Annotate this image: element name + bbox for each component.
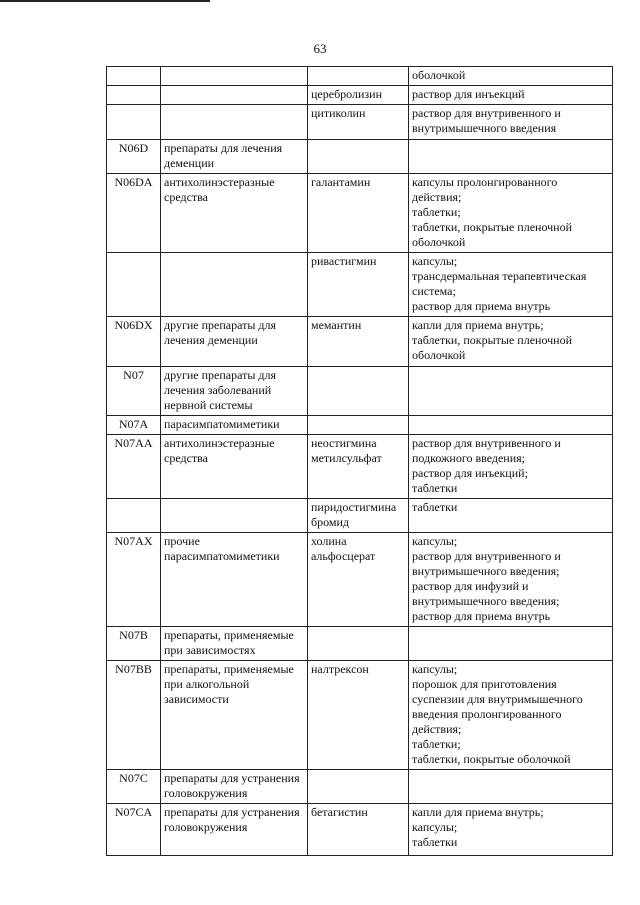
- dosage-form-cell: капли для приема внутрь; таблетки, покрытые пленочной оболочкой: [409, 317, 613, 367]
- dosage-form-cell: [409, 140, 613, 174]
- drug-name-cell: неостигмина метилсульфат: [308, 435, 409, 499]
- table-row: [107, 627, 613, 661]
- group-name-cell: парасимпатомиметики: [161, 416, 308, 435]
- drug-name-cell: [308, 770, 409, 804]
- atc-code-cell: N07B: [107, 627, 161, 661]
- group-name-cell: [161, 499, 308, 533]
- dosage-form-cell: капсулы; порошок для приготовления суспензии для внутримышечного введения пролонгированного действия; таблетки; таблетки, покрытые оболочкой: [409, 661, 613, 770]
- dosage-form-cell: капсулы; раствор для внутривенного и внутримышечного введения; раствор для инфузий и внутримышечного введения; раствор для приема внутрь: [409, 533, 613, 627]
- group-name-cell: [161, 67, 308, 86]
- drug-name-cell: мемантин: [308, 317, 409, 367]
- top-rule: [0, 0, 210, 2]
- drug-table: [106, 66, 613, 856]
- table-row: [107, 435, 613, 499]
- atc-code-cell: N07CA: [107, 804, 161, 856]
- table-row: [107, 770, 613, 804]
- group-name-cell: препараты для устранения головокружения: [161, 770, 308, 804]
- atc-code-cell: N07BB: [107, 661, 161, 770]
- drug-name-cell: ривастигмин: [308, 253, 409, 317]
- group-name-cell: [161, 253, 308, 317]
- drug-name-cell: галантамин: [308, 174, 409, 253]
- atc-code-cell: N06DA: [107, 174, 161, 253]
- atc-code-cell: N06DX: [107, 317, 161, 367]
- atc-code-cell: N07: [107, 367, 161, 416]
- table-row: [107, 661, 613, 770]
- dosage-form-cell: капли для приема внутрь; капсулы; таблетки: [409, 804, 613, 856]
- drug-name-cell: налтрексон: [308, 661, 409, 770]
- dosage-form-cell: раствор для инъекций: [409, 86, 613, 105]
- atc-code-cell: [107, 253, 161, 317]
- drug-name-cell: пиридостигмина бромид: [308, 499, 409, 533]
- table-row: [107, 105, 613, 140]
- table-row: [107, 86, 613, 105]
- drug-name-cell: церебролизин: [308, 86, 409, 105]
- atc-code-cell: N07AX: [107, 533, 161, 627]
- table-row: [107, 499, 613, 533]
- atc-code-cell: [107, 105, 161, 140]
- atc-code-cell: N07A: [107, 416, 161, 435]
- dosage-form-cell: [409, 770, 613, 804]
- atc-code-cell: [107, 67, 161, 86]
- table-row: [107, 174, 613, 253]
- drug-name-cell: [308, 367, 409, 416]
- dosage-form-cell: капсулы; трансдермальная терапевтическая система; раствор для приема внутрь: [409, 253, 613, 317]
- table-row: [107, 416, 613, 435]
- drug-name-cell: [308, 416, 409, 435]
- atc-code-cell: N06D: [107, 140, 161, 174]
- group-name-cell: препараты для лечения деменции: [161, 140, 308, 174]
- group-name-cell: другие препараты для лечения деменции: [161, 317, 308, 367]
- dosage-form-cell: [409, 367, 613, 416]
- drug-name-cell: [308, 627, 409, 661]
- dosage-form-cell: [409, 627, 613, 661]
- table-row: [107, 317, 613, 367]
- atc-code-cell: [107, 499, 161, 533]
- drug-name-cell: [308, 140, 409, 174]
- group-name-cell: антихолинэстеразные средства: [161, 174, 308, 253]
- table-row: [107, 367, 613, 416]
- table-row: [107, 140, 613, 174]
- atc-code-cell: [107, 86, 161, 105]
- table-row: [107, 67, 613, 86]
- dosage-form-cell: таблетки: [409, 499, 613, 533]
- group-name-cell: препараты, применяемые при алкогольной зависимости: [161, 661, 308, 770]
- atc-code-cell: N07C: [107, 770, 161, 804]
- dosage-form-cell: раствор для внутривенного и подкожного введения; раствор для инъекций; таблетки: [409, 435, 613, 499]
- dosage-form-cell: [409, 416, 613, 435]
- group-name-cell: [161, 86, 308, 105]
- table-row: [107, 804, 613, 856]
- group-name-cell: препараты для устранения головокружения: [161, 804, 308, 856]
- group-name-cell: [161, 105, 308, 140]
- group-name-cell: прочие парасимпатомиметики: [161, 533, 308, 627]
- drug-name-cell: [308, 67, 409, 86]
- group-name-cell: антихолинэстеразные средства: [161, 435, 308, 499]
- dosage-form-cell: оболочкой: [409, 67, 613, 86]
- table-row: [107, 533, 613, 627]
- drug-name-cell: холина альфосцерат: [308, 533, 409, 627]
- dosage-form-cell: раствор для внутривенного и внутримышечного введения: [409, 105, 613, 140]
- table-row: [107, 253, 613, 317]
- group-name-cell: препараты, применяемые при зависимостях: [161, 627, 308, 661]
- page-number: 63: [313, 41, 327, 56]
- atc-code-cell: N07AA: [107, 435, 161, 499]
- drug-name-cell: цитиколин: [308, 105, 409, 140]
- dosage-form-cell: капсулы пролонгированного действия; таблетки; таблетки, покрытые пленочной оболочкой: [409, 174, 613, 253]
- group-name-cell: другие препараты для лечения заболеваний нервной системы: [161, 367, 308, 416]
- drug-name-cell: бетагистин: [308, 804, 409, 856]
